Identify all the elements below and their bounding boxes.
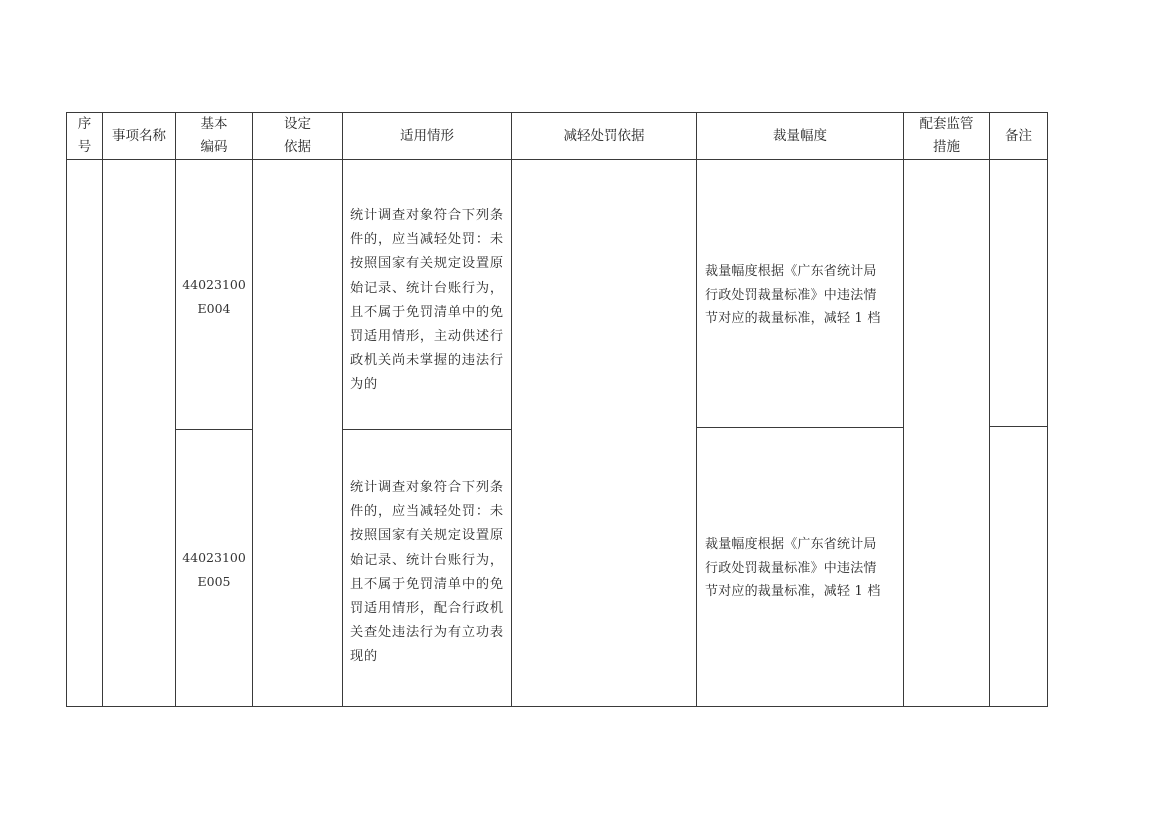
row2-range-line3: 节对应的裁量标准，减轻 1 档 — [705, 584, 881, 599]
row2-range-line1: 裁量幅度根据《广东省统计局 — [705, 537, 877, 552]
col-border-6 — [696, 112, 697, 707]
header-measures-line2: 措施 — [933, 139, 960, 155]
row2-range-line2: 行政处罚裁量标准》中违法情 — [705, 560, 877, 576]
header-seq-line2: 号 — [77, 139, 92, 155]
row1-range-line3: 节对应的裁量标准，减轻 1 档 — [705, 311, 881, 326]
row1-situation: 统计调查对象符合下列条件的，应当减轻处罚：未按照国家有关规定设置原始记录、统计台账行为，且不属于免罚清单中的免罚适用情形，主动供述行政机关尚未掌握的违法行为的 — [350, 208, 504, 393]
row1-code-line1: 44023100 — [182, 277, 246, 292]
header-range: 裁量幅度 — [773, 127, 827, 144]
header-code-line1: 基本 — [200, 116, 228, 132]
row-divider-range — [696, 427, 904, 428]
header-basis-line1: 设定 — [284, 116, 311, 132]
row-divider-situation — [342, 429, 512, 430]
header-seq — [67, 113, 102, 159]
header-code-line2: 编码 — [200, 139, 228, 155]
row1-code-line2: E004 — [197, 301, 231, 316]
row-divider-code — [175, 429, 252, 430]
header-seq-line1: 序 — [77, 116, 92, 132]
header-remarks: 备注 — [1005, 127, 1032, 144]
col-border-9 — [1047, 112, 1048, 707]
header-code — [176, 113, 252, 159]
row1-code — [176, 272, 252, 322]
header-measures — [904, 113, 989, 159]
row-divider-remarks — [989, 426, 1048, 427]
col-border-3 — [252, 112, 253, 707]
row2-code — [176, 545, 252, 595]
col-border-5 — [511, 112, 512, 707]
row2-situation: 统计调查对象符合下列条件的，应当减轻处罚：未按照国家有关规定设置原始记录、统计台账行为，且不属于免罚清单中的免罚适用情形，配合行政机关查处违法行为有立功表现的 — [350, 480, 504, 665]
row1-range — [705, 260, 903, 331]
table-bottom-border — [66, 706, 1048, 707]
header-basis-line2: 依据 — [284, 139, 311, 155]
row2-code-line1: 44023100 — [182, 550, 246, 565]
col-border-0 — [66, 112, 67, 707]
col-border-2 — [175, 112, 176, 707]
row1-range-line2: 行政处罚裁量标准》中违法情 — [705, 287, 877, 303]
col-border-8 — [989, 112, 990, 707]
col-border-4 — [342, 112, 343, 707]
col-border-7 — [903, 112, 904, 707]
header-measures-line1: 配套监管 — [919, 116, 974, 132]
header-item-name: 事项名称 — [112, 127, 166, 144]
header-basis — [253, 113, 342, 159]
row2-range — [705, 533, 903, 604]
header-bottom-border — [66, 159, 1048, 160]
row1-range-line1: 裁量幅度根据《广东省统计局 — [705, 264, 877, 279]
col-border-1 — [102, 112, 103, 707]
header-mitigation-basis: 减轻处罚依据 — [563, 127, 645, 144]
header-situation: 适用情形 — [400, 127, 454, 144]
row2-code-line2: E005 — [197, 574, 231, 589]
